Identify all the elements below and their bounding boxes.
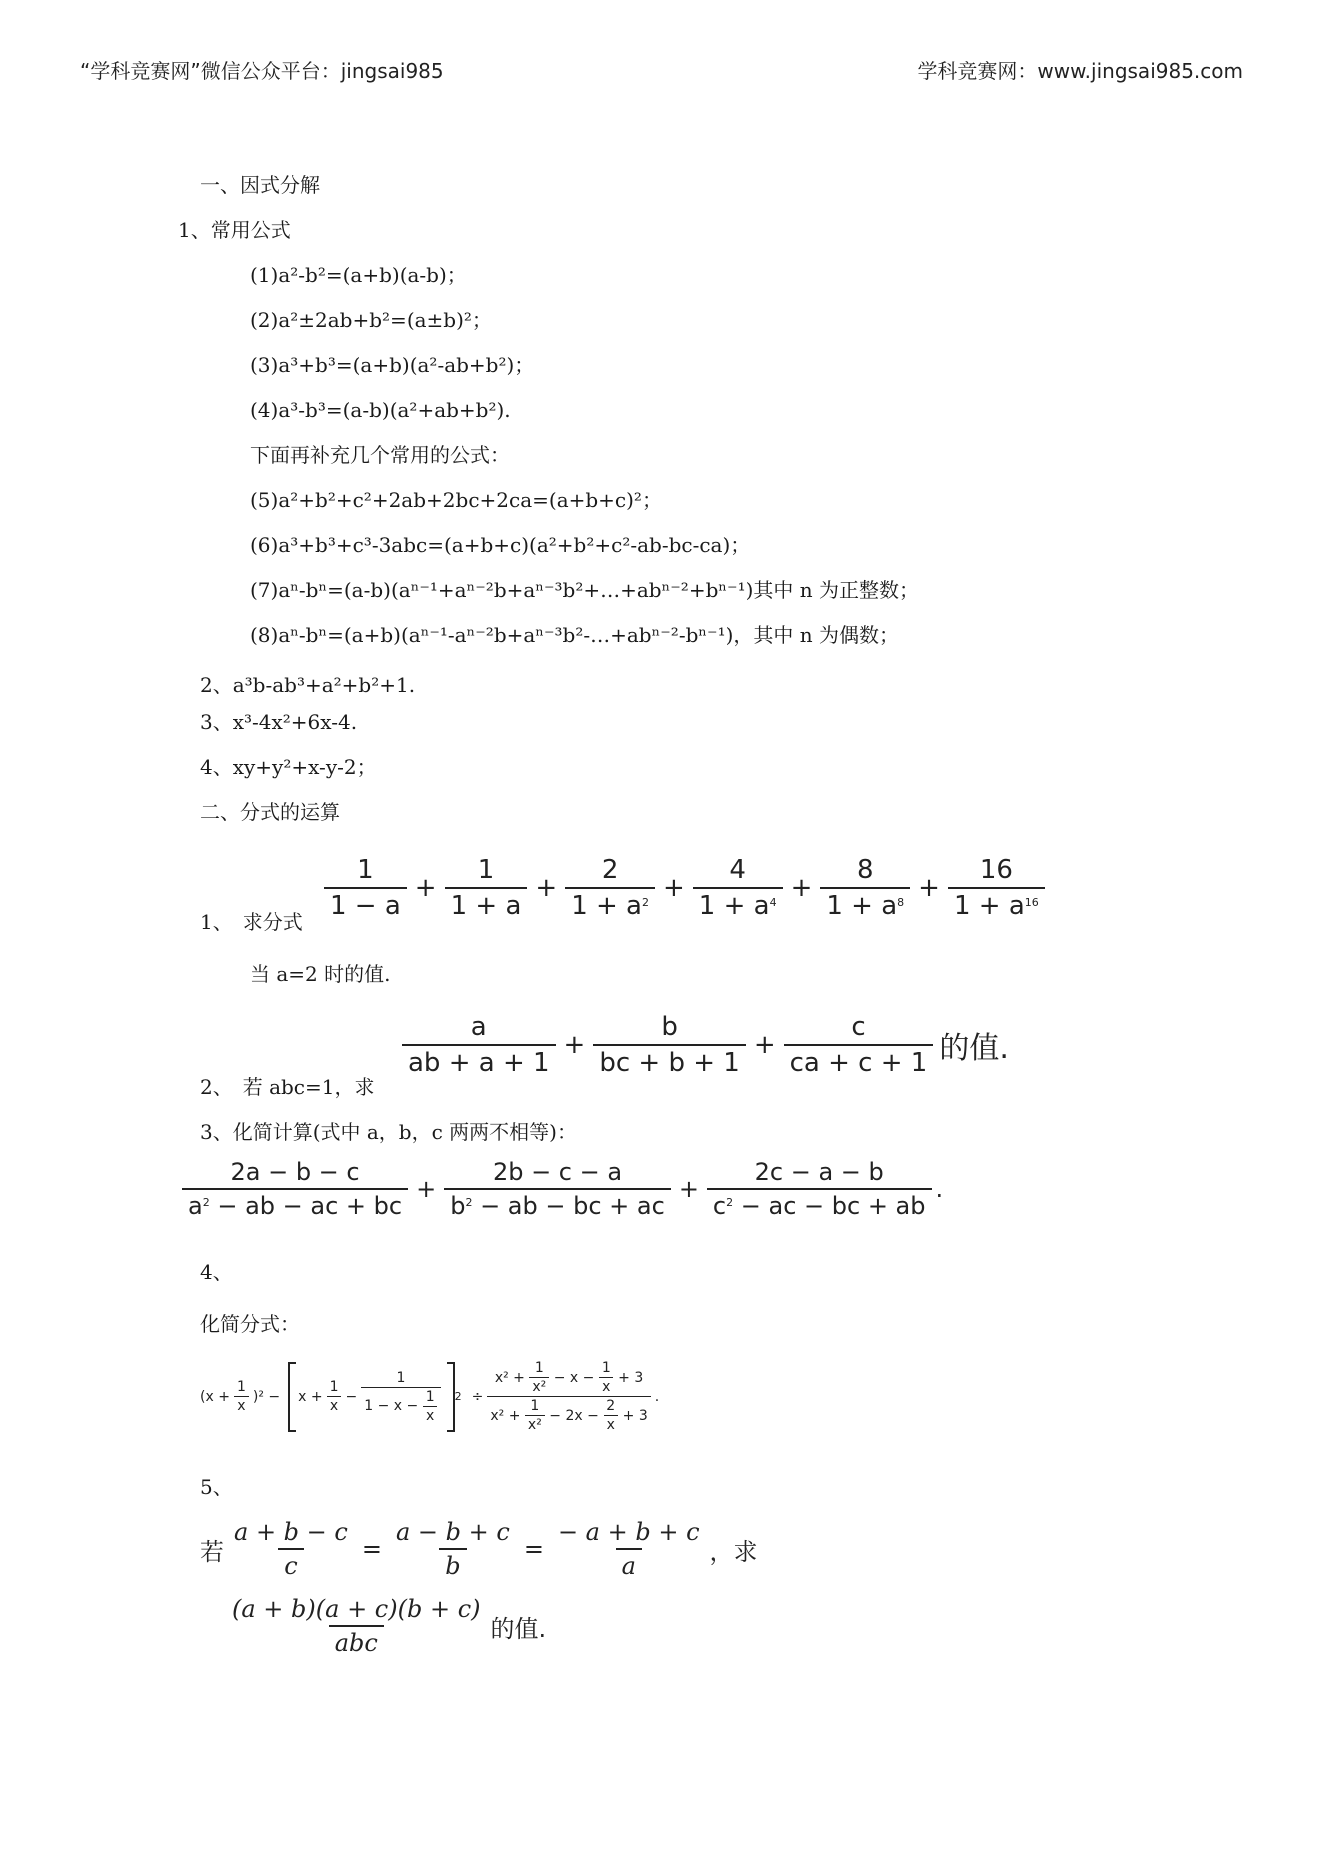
q3-frac-1: 2a − b − c $a^2$ − ab − ac + bc <box>182 1158 408 1220</box>
q1-frac-5: $\frac{8}{1 + a^8}$ <box>820 855 910 921</box>
q1-frac-3: $\frac{2}{1 + a^2}$ <box>565 855 655 921</box>
supplement-text: 下面再补充几个常用的公式： <box>250 443 510 467</box>
q2-frac-1: a ab + a + 1 <box>402 1012 556 1078</box>
q1-frac-1: 1 1 − a <box>324 855 407 921</box>
section1-sub1: 1、常用公式 <box>178 218 291 242</box>
q1-frac-4: $\frac{4}{1 + a^4}$ <box>693 855 783 921</box>
q5-target: (a + b)(a + c)(b + c) abc 的值. <box>222 1595 546 1657</box>
header-right: 学科竞赛网：www.jingsai985.com <box>917 59 1243 83</box>
q4-text: 化简分式： <box>200 1312 300 1336</box>
q2-expression: a ab + a + 1 + $\frac{b}{bc + b + 1}$ + $\frac{c}{ca + c + 1}$ 的值. <box>398 1012 1009 1078</box>
problem-3: 3、x³-4x²+6x-4. <box>200 710 358 734</box>
header-left: “学科竞赛网”微信公众平台：jingsai985 <box>80 59 444 83</box>
q1-tail: 当 a=2 时的值. <box>250 962 391 986</box>
q2-label: 2、 若 abc=1，求 <box>200 1075 375 1099</box>
formula-5: (5)a²+b²+c²+2ab+2bc+2ca=(a+b+c)²； <box>250 488 662 512</box>
formula-8: (8)aⁿ-bⁿ=(a+b)(aⁿ⁻¹-aⁿ⁻²b+aⁿ⁻³b²-…+abⁿ⁻²-bⁿ⁻¹)，其中 n 为偶数； <box>250 623 900 647</box>
q5-label: 5、 <box>200 1475 233 1499</box>
q1-frac-2: $\frac{1}{1 + a}$ <box>445 855 528 921</box>
problem-4: 4、xy+y²+x-y-2； <box>200 755 377 779</box>
formula-2: (2)a²±2ab+b²=(a±b)²； <box>250 308 492 332</box>
q5-frac-2: $\frac{a - b + c}{b}$ <box>395 1518 510 1580</box>
section2-title: 二、分式的运算 <box>200 800 340 824</box>
formula-1: (1)a²-b²=(a+b)(a-b)； <box>250 263 467 287</box>
q2-frac-3: $\frac{c}{ca + c + 1}$ <box>784 1012 934 1078</box>
formula-4: (4)a³-b³=(a-b)(a²+ab+b²). <box>250 398 511 422</box>
q3-expression: 2a − b − c $a^2$ − ab − ac + bc + $\frac{2b - c - a}{b^2 - ab - bc + ac}$ + $\frac{2c - a - b}{c^2 - ac - bc + ab}$ . <box>178 1158 943 1220</box>
q1-expression: 1 1 − a + $\frac{1}{1 + a}$ + $\frac{2}{1 + a^2}$ + $\frac{4}{1 + a^4}$ + $\frac{8}{1 + a^8}$ + $\frac{16}{1 + a^{16}}$ <box>320 855 1049 921</box>
problem-2: 2、a³b-ab³+a²+b²+1. <box>200 673 416 697</box>
q5-condition: 若 $\frac{a + b - c}{c}$ = $\frac{a - b + c}{b}$ = $\frac{- a + b + c}{a}$ ，求 <box>200 1518 758 1580</box>
q4-label: 4、 <box>200 1260 233 1284</box>
section1-title: 一、因式分解 <box>200 173 320 197</box>
formula-7: (7)aⁿ-bⁿ=(a-b)(aⁿ⁻¹+aⁿ⁻²b+aⁿ⁻³b²+…+abⁿ⁻²+bⁿ⁻¹)其中 n 为正整数； <box>250 578 920 602</box>
q2-frac-2: $\frac{b}{bc + b + 1}$ <box>593 1012 745 1078</box>
formula-3: (3)a³+b³=(a+b)(a²-ab+b²)； <box>250 353 535 377</box>
q5-frac-1: $\frac{a + b - c}{c}$ <box>234 1518 348 1580</box>
q1-label: 1、 求分式 <box>200 910 303 934</box>
formula-6: (6)a³+b³+c³-3abc=(a+b+c)(a²+b²+c²-ab-bc-ca)； <box>250 533 751 557</box>
q5-frac-3: $\frac{- a + b + c}{a}$ <box>557 1518 700 1580</box>
q3-label: 3、化简计算(式中 a，b，c 两两不相等)： <box>200 1120 577 1144</box>
q3-frac-3: $\frac{2c - a - b}{c^2 - ac - bc + ab}$ <box>707 1158 932 1220</box>
q1-frac-6: $\frac{16}{1 + a^{16}}$ <box>948 855 1045 921</box>
q4-expression: (x + $\frac{1}{x}$ )² − x + $\frac{1}{x}$ − 1 1 − x − 1 x 2 ÷ x² + 1 x² − x − 1 x + 3 x² + 1 x² − 2x − 2 x + 3 . <box>200 1360 660 1433</box>
q5-target-frac: (a + b)(a + c)(b + c) abc <box>232 1595 481 1657</box>
q3-frac-2: $\frac{2b - c - a}{b^2 - ab - bc + ac}$ <box>444 1158 671 1220</box>
